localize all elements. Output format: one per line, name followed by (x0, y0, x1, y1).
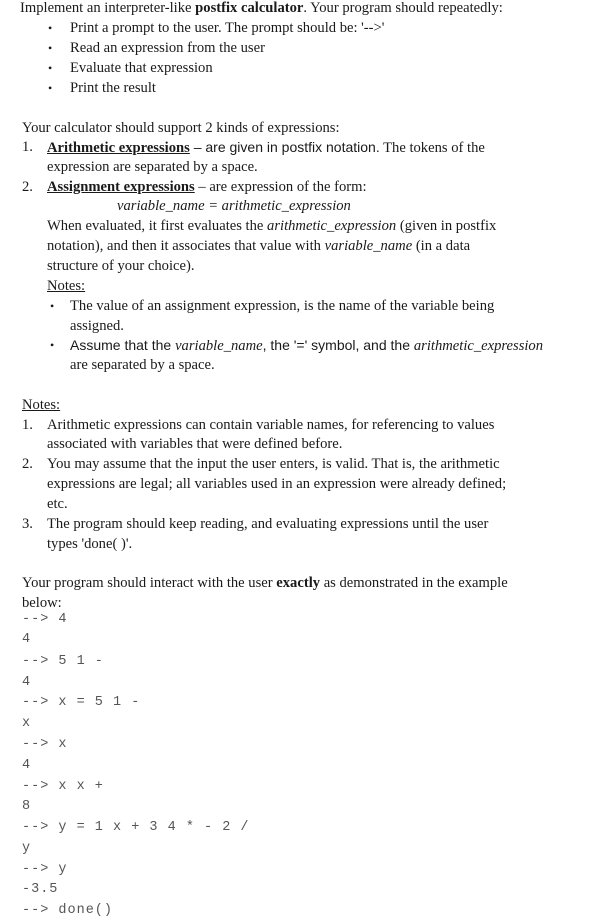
step-item: Print a prompt to the user. The prompt should be: '-->' (70, 20, 385, 36)
example-line: 4 (22, 632, 32, 647)
item1-desc: are given in postfix notation. (205, 139, 380, 155)
example-line: --> 5 1 - (22, 654, 104, 669)
eval2-c: (in a data (412, 238, 471, 254)
item2-num: 2. (22, 179, 33, 195)
item2-form-text: variable_name = arithmetic_expression (117, 198, 351, 214)
item2-eval1 (47, 216, 496, 236)
item1-line2: expression are separated by a space. (47, 159, 258, 175)
example-line: x (22, 716, 32, 731)
step-item: Print the result (70, 80, 156, 96)
eval2-b: variable_name (324, 238, 413, 254)
item1-dash: – (189, 139, 206, 155)
note3-a: The program should keep reading, and evaluating expressions until the user (47, 516, 489, 532)
item2-note1b: assigned. (70, 318, 124, 334)
item2-eval3: structure of your choice). (47, 258, 195, 274)
example-line: y (22, 841, 32, 856)
example-line: --> y (22, 862, 68, 877)
example-line: --> 4 (22, 612, 68, 627)
example-line: --> y = 1 x + 3 4 * - 2 / (22, 820, 250, 835)
note2-b: variable_name (175, 338, 263, 354)
example-line: 4 (22, 675, 32, 690)
bullet: • (50, 338, 55, 352)
note1-a: Arithmetic expressions can contain variable names, for referencing to values (47, 417, 495, 433)
interact-pre: Your program should interact with the user (22, 575, 277, 591)
item2-eval2 (47, 236, 470, 256)
note2-a-text: You may assume that the input the user enters, is valid. That is, the arithmetic (47, 456, 500, 472)
intro-post: . Your program should repeatedly: (303, 0, 503, 16)
example-line: -3.5 (22, 882, 59, 897)
bullet: • (48, 81, 53, 95)
item2-notes-label: Notes: (47, 278, 86, 294)
example-line: --> x (22, 737, 68, 752)
step-item: Evaluate that expression (70, 60, 213, 76)
item2-desc: – are expression of the form: (194, 179, 367, 195)
interact-line (22, 573, 508, 593)
intro-line (20, 0, 503, 18)
bullet: • (50, 299, 55, 313)
eval1-b: arithmetic_expression (267, 218, 397, 234)
interact-post: as demonstrated in the example (320, 575, 508, 591)
intro-pre: Implement an interpreter-like (20, 0, 196, 16)
note2-a: Assume that the (70, 337, 176, 353)
note2-c-text: etc. (47, 496, 68, 512)
intro-bold: postfix calculator (195, 0, 304, 16)
item1-line (47, 137, 485, 157)
eval1-c: (given in postfix (396, 218, 497, 234)
notes-label: Notes: (22, 397, 61, 413)
step-item: Read an expression from the user (70, 40, 265, 56)
eval1-a: When evaluated, it first evaluates the (47, 218, 268, 234)
note2-b-text: expressions are legal; all variables used in an expression were already defined; (47, 476, 507, 492)
example-line: --> x x + (22, 779, 104, 794)
item2-line (47, 177, 367, 197)
bullet: • (48, 21, 53, 35)
item2-form (117, 196, 351, 216)
note1-b: associated with variables that were defined before. (47, 436, 343, 452)
item2-note2 (70, 335, 543, 355)
note2-c: , the '=' symbol, and the (262, 337, 414, 353)
example-line: 8 (22, 799, 32, 814)
bullet: • (48, 41, 53, 55)
support-text: Your calculator should support 2 kinds of expressions: (22, 120, 340, 136)
interact-bold: exactly (276, 575, 321, 591)
example-line: 4 (22, 758, 32, 773)
interact-line2: below: (22, 595, 62, 611)
note2-num: 2. (22, 456, 33, 472)
item2-title: Assignment expressions (47, 179, 195, 195)
item1-title: Arithmetic expressions (47, 140, 190, 156)
bullet: • (48, 61, 53, 75)
note1-num: 1. (22, 417, 33, 433)
example-line: --> done() (22, 903, 114, 918)
note3-b: types 'done( )'. (47, 536, 133, 552)
note3-num: 3. (22, 516, 33, 532)
item1-desc2: The tokens of the (379, 140, 485, 156)
item2-note2-e: are separated by a space. (70, 357, 215, 373)
example-line: --> x = 5 1 - (22, 695, 141, 710)
eval2-a: notation), and then it associates that value with (47, 238, 325, 254)
item1-num: 1. (22, 139, 33, 155)
item2-note1a: The value of an assignment expression, is the name of the variable being (70, 298, 495, 314)
note2-d: arithmetic_expression (413, 338, 544, 354)
